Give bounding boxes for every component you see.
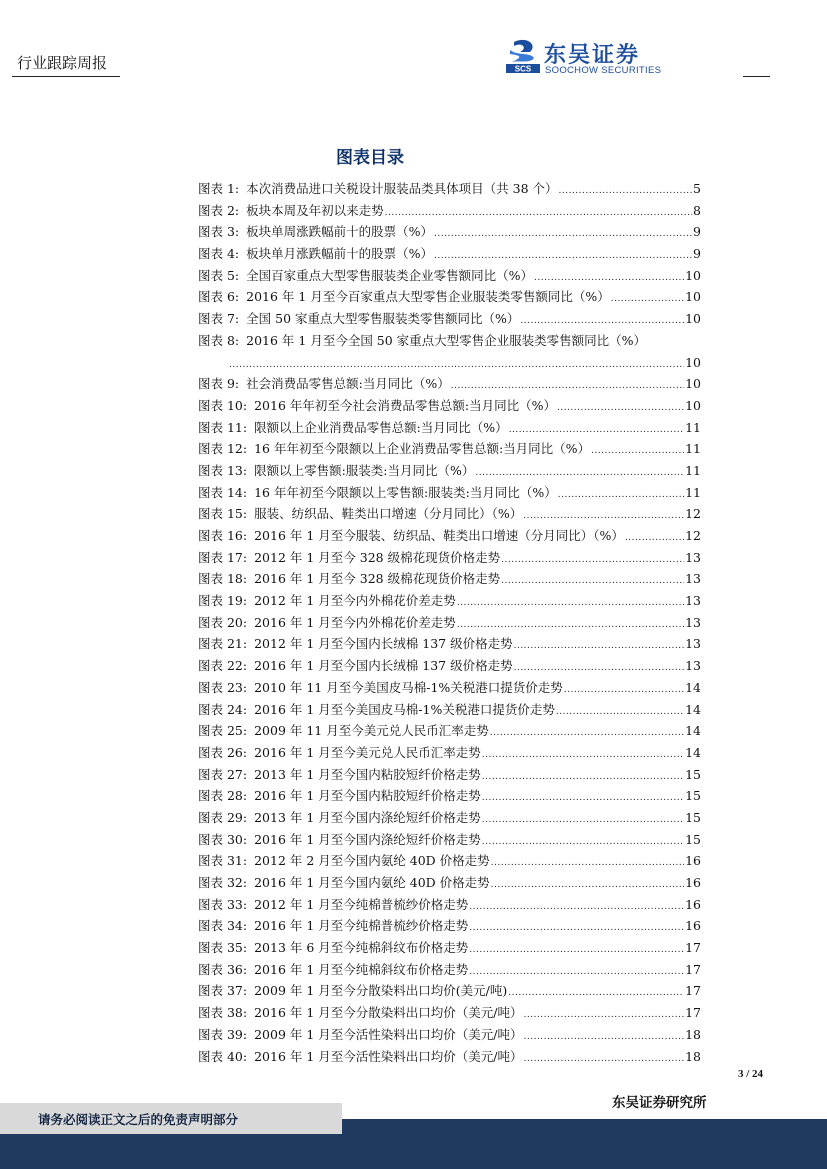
toc-entry-page: 9: [693, 224, 701, 240]
toc-entry-page: 8: [693, 202, 701, 218]
toc-title: 图表目录: [336, 148, 404, 168]
toc-entry-label: 图表 32:: [198, 875, 248, 890]
toc-entry[interactable]: [198, 785, 701, 807]
toc-entry-title: 板块本周及年初以来走势: [246, 202, 384, 218]
toc-entry-page: 17: [685, 983, 701, 999]
toc-entry-page: 12: [685, 528, 701, 543]
toc-entry-title: 2016 年 1 月至今国内粘胶短纤价格走势: [254, 788, 481, 804]
toc-entry-leader: [482, 745, 684, 767]
toc-entry-page: 17: [685, 961, 701, 977]
svg-text:SCS: SCS: [514, 64, 532, 74]
toc-entry-label: 图表 27:: [198, 766, 248, 782]
toc-entry-title: 2016 年 1 月至今纯棉斜纹布价格走势: [254, 961, 469, 977]
toc-entry-title: 2016 年 1 月至今 328 级棉花现货价格走势: [254, 571, 501, 587]
toc-entry-label: 图表 40:: [198, 1048, 248, 1064]
toc-list: [198, 178, 701, 1067]
toc-entry-leader: [524, 1027, 685, 1049]
institute-name: 东吴证券研究所: [612, 1095, 707, 1111]
toc-entry-page: 18: [685, 1026, 701, 1042]
toc-entry-label: 图表 11:: [198, 419, 248, 435]
toc-entry-leader: [564, 680, 684, 702]
toc-entry-title: 2009 年 1 月至今活性染料出口均价（美元/吨）: [254, 1026, 523, 1042]
toc-entry-page: 14: [685, 679, 701, 695]
toc-entry[interactable]: [198, 590, 701, 612]
toc-entry-label: 图表 9:: [198, 376, 240, 392]
toc-entry-leader: [469, 940, 684, 962]
toc-entry[interactable]: [198, 850, 701, 872]
toc-entry-label: 图表 1:: [198, 181, 240, 196]
toc-entry-label: 图表 16:: [198, 528, 248, 543]
toc-entry-page: 11: [685, 419, 701, 435]
toc-entry-page: 13: [685, 549, 701, 565]
toc-entry-label: 图表 14:: [198, 484, 248, 500]
toc-entry-leader: [625, 528, 684, 550]
footer-navy-band: [342, 1119, 827, 1134]
toc-entry-page: 15: [685, 788, 701, 804]
toc-entry[interactable]: [198, 764, 701, 786]
toc-entry-label: 图表 15:: [198, 506, 248, 522]
toc-entry-title: 全国 50 家重点大型零售服装类零售额同比（%）: [246, 311, 520, 327]
toc-entry[interactable]: [198, 677, 701, 699]
toc-entry-label: 图表 35:: [198, 940, 248, 956]
toc-entry-title: 全国百家重点大型零售服装类企业零售额同比（%）: [246, 267, 534, 283]
footer-navy-bottom: [0, 1134, 827, 1169]
report-type-header: 行业跟踪周报: [17, 54, 108, 72]
toc-entry-page: 13: [685, 636, 701, 652]
toc-entry-page: 13: [685, 593, 701, 609]
toc-entry-page: 16: [685, 875, 701, 890]
toc-entry[interactable]: [198, 200, 701, 222]
toc-entry[interactable]: [198, 720, 701, 742]
toc-entry-label: 图表 13:: [198, 462, 248, 478]
toc-entry[interactable]: [198, 243, 701, 265]
toc-entry[interactable]: [198, 980, 701, 1002]
toc-entry-title: 2013 年 6 月至今纯棉斜纹布价格走势: [254, 940, 469, 956]
toc-entry-leader: [524, 1049, 685, 1071]
toc-entry-title: 2016 年 1 月至今纯棉普梳纱价格走势: [254, 918, 469, 934]
toc-entry-title: 16 年年初至今限额以上企业消费品零售总额:当月同比（%）: [254, 441, 591, 457]
toc-entry-page: 11: [685, 441, 701, 457]
toc-entry-leader: [482, 788, 684, 810]
toc-entry-page: 10: [685, 311, 701, 327]
toc-entry-label: 图表 4:: [198, 246, 240, 262]
toc-entry[interactable]: [198, 1002, 701, 1024]
toc-entry-title: 2012 年 2 月至今国内氨纶 40D 价格走势: [254, 853, 490, 869]
toc-entry-leader: [469, 918, 684, 940]
toc-entry-continuation[interactable]: [198, 352, 701, 374]
toc-entry-leader: [501, 550, 684, 572]
toc-entry-label: 图表 28:: [198, 788, 248, 804]
toc-entry-leader: [482, 810, 684, 832]
toc-entry-title: 2012 年 1 月至今 328 级棉花现货价格走势: [254, 549, 501, 565]
toc-entry-title: 2013 年 1 月至今国内粘胶短纤价格走势: [254, 766, 481, 782]
toc-entry[interactable]: [198, 807, 701, 829]
toc-entry-title: 2009 年 1 月至今分散染料出口均价(美元/吨): [254, 983, 508, 999]
toc-entry-title: 2016 年 1 月至今国内涤纶短纤价格走势: [254, 831, 481, 847]
toc-entry-label: 图表 18:: [198, 571, 248, 587]
toc-entry-label: 图表 2:: [198, 202, 240, 218]
toc-entry[interactable]: [198, 525, 701, 547]
toc-entry-page: 16: [685, 918, 701, 934]
toc-entry-leader: [491, 875, 684, 897]
toc-entry-label: 图表 24:: [198, 701, 248, 717]
toc-entry-leader: [558, 485, 684, 507]
toc-entry[interactable]: [198, 395, 701, 417]
toc-entry[interactable]: [198, 1024, 701, 1046]
toc-entry-title: 2016 年 1 月至今分散染料出口均价（美元/吨）: [254, 1005, 523, 1021]
toc-entry-page: 11: [685, 484, 701, 500]
toc-entry-title: 2012 年 1 月至今国内长绒棉 137 级价格走势: [254, 636, 513, 652]
toc-entry-page: 16: [685, 896, 701, 912]
toc-entry-leader: [559, 181, 693, 203]
toc-entry-label: 图表 37:: [198, 983, 248, 999]
toc-entry[interactable]: [198, 612, 701, 634]
toc-entry-label: 图表 33:: [198, 896, 248, 912]
toc-entry-title: 限额以上零售额:服装类:当月同比（%）: [254, 462, 475, 478]
page-number: 3 / 24: [738, 1068, 764, 1080]
toc-entry-title: 2016 年 1 月至今活性染料出口均价（美元/吨）: [254, 1048, 523, 1064]
toc-entry-label: 图表 10:: [198, 397, 248, 413]
toc-entry-page: 15: [685, 766, 701, 782]
toc-entry[interactable]: [198, 503, 701, 525]
toc-entry-page: 17: [685, 940, 701, 956]
toc-entry-title: 社会消费品零售总额:当月同比（%）: [246, 376, 450, 392]
toc-entry-page: 10: [685, 354, 701, 370]
toc-entry-leader: [524, 1005, 685, 1027]
toc-entry-title: 2016 年 1 月至今百家重点大型零售企业服装类零售额同比（%）: [246, 289, 610, 305]
toc-entry-leader: [434, 224, 692, 246]
scs-logo-icon: [506, 38, 540, 74]
toc-entry-page: 15: [685, 809, 701, 825]
toc-entry[interactable]: [198, 221, 701, 243]
toc-entry[interactable]: [198, 894, 701, 916]
toc-entry-page: 13: [685, 614, 701, 630]
toc-entry-title: 服装、纺织品、鞋类出口增速（分月同比）（%）: [254, 506, 523, 522]
toc-entry-leader: [490, 723, 684, 745]
toc-entry-title: 2013 年 1 月至今国内涤纶短纤价格走势: [254, 809, 481, 825]
toc-entry[interactable]: [198, 1046, 701, 1068]
company-logo: [506, 38, 676, 78]
toc-entry-page: 16: [685, 853, 701, 869]
header-rule-right: [743, 76, 770, 77]
toc-entry-label: 图表 36:: [198, 961, 248, 977]
toc-entry-title: 16 年年初至今限额以上零售额:服装类:当月同比（%）: [254, 484, 557, 500]
toc-entry-label: 图表 21:: [198, 636, 248, 652]
toc-entry[interactable]: [198, 633, 701, 655]
toc-entry[interactable]: [198, 872, 701, 894]
toc-entry-title: 2012 年 1 月至今内外棉花价差走势: [254, 593, 456, 609]
header-rule-left: [12, 76, 120, 77]
toc-entry[interactable]: [198, 330, 701, 352]
toc-entry-label: 图表 31:: [198, 853, 248, 869]
toc-entry-title: 本次消费品进口关税设计服装品类具体项目（共 38 个）: [246, 181, 558, 196]
toc-entry-page: 10: [685, 289, 701, 305]
toc-entry-page: 18: [685, 1048, 701, 1064]
toc-entry-page: 5: [693, 181, 701, 196]
toc-entry-leader: [482, 832, 684, 854]
toc-entry-label: 图表 19:: [198, 593, 248, 609]
toc-entry-label: 图表 7:: [198, 311, 240, 327]
disclaimer-note: 请务必阅读正文之后的免责声明部分: [38, 1112, 239, 1127]
toc-entry[interactable]: [198, 373, 701, 395]
toc-entry-title: 2016 年 1 月至今美元兑人民币汇率走势: [254, 744, 481, 760]
toc-entry[interactable]: [198, 655, 701, 677]
toc-entry-page: 15: [685, 831, 701, 847]
toc-entry-leader: [457, 593, 684, 615]
toc-entry[interactable]: [198, 959, 701, 981]
toc-entry-label: 图表 20:: [198, 614, 248, 630]
logo-chinese-name: 东吴证券: [544, 43, 641, 68]
toc-entry[interactable]: [198, 699, 701, 721]
toc-entry[interactable]: [198, 286, 701, 308]
toc-entry-page: 10: [685, 397, 701, 413]
toc-entry-leader: [501, 571, 684, 593]
toc-entry-label: 图表 29:: [198, 809, 248, 825]
toc-entry-page: 12: [685, 506, 701, 522]
toc-entry-label: 图表 25:: [198, 723, 248, 739]
toc-entry[interactable]: [198, 460, 701, 482]
toc-entry-page: 10: [685, 376, 701, 392]
toc-entry[interactable]: [198, 308, 701, 330]
toc-entry-title: 2016 年 1 月至今全国 50 家重点大型零售企业服装类零售额同比（%）: [246, 332, 647, 348]
toc-entry-title: 2016 年 1 月至今内外棉花价差走势: [254, 614, 456, 630]
toc-entry-title: 限额以上企业消费品零售总额:当月同比（%）: [254, 419, 508, 435]
toc-entry[interactable]: [198, 937, 701, 959]
toc-entry[interactable]: [198, 742, 701, 764]
toc-entry-label: 图表 8:: [198, 332, 240, 348]
toc-entry-label: 图表 5:: [198, 267, 240, 283]
toc-entry-title: 2010 年 11 月至今美国皮马棉-1%关税港口提货价走势: [254, 679, 563, 695]
toc-entry-title: 2016 年年初至今社会消费品零售总额:当月同比（%）: [254, 397, 556, 413]
toc-entry-title: 2012 年 1 月至今纯棉普梳纱价格走势: [254, 896, 469, 912]
toc-entry-label: 图表 23:: [198, 679, 248, 695]
toc-entry-title: 2016 年 1 月至今服装、纺织品、鞋类出口增速（分月同比）（%）: [254, 528, 624, 543]
toc-entry-title: 2016 年 1 月至今国内氨纶 40D 价格走势: [254, 875, 490, 890]
toc-entry-label: 图表 39:: [198, 1026, 248, 1042]
toc-entry-label: 图表 22:: [198, 658, 248, 674]
toc-entry-leader: [469, 897, 684, 919]
toc-entry-leader: [556, 702, 684, 724]
toc-entry-label: 图表 12:: [198, 441, 248, 457]
toc-entry-label: 图表 17:: [198, 549, 248, 565]
toc-entry-title: 2016 年 1 月至今美国皮马棉-1%关税港口提货价走势: [254, 701, 555, 717]
toc-entry[interactable]: [198, 568, 701, 590]
toc-entry-page: 11: [685, 462, 701, 478]
toc-entry-page: 10: [685, 267, 701, 283]
toc-entry-label: 图表 26:: [198, 744, 248, 760]
toc-entry-label: 图表 34:: [198, 918, 248, 934]
toc-entry-label: 图表 6:: [198, 289, 240, 305]
toc-entry-page: 13: [685, 571, 701, 587]
toc-entry-label: 图表 38:: [198, 1005, 248, 1021]
toc-entry-leader: [591, 441, 684, 463]
toc-entry[interactable]: [198, 265, 701, 287]
toc-entry-title: 2016 年 1 月至今国内长绒棉 137 级价格走势: [254, 658, 513, 674]
toc-entry[interactable]: [198, 178, 701, 200]
toc-entry-title: 板块单周涨跌幅前十的股票（%）: [246, 224, 434, 240]
toc-entry-page: 13: [685, 658, 701, 674]
toc-entry-page: 14: [685, 744, 701, 760]
toc-entry-leader: [557, 398, 684, 420]
toc-entry-leader: [611, 289, 684, 311]
toc-entry-title: 2009 年 11 月至今美元兑人民币汇率走势: [254, 723, 489, 739]
toc-entry-leader: [508, 983, 684, 1005]
toc-entry[interactable]: [198, 829, 701, 851]
toc-entry-leader: [491, 853, 684, 875]
logo-english-name: SOOCHOW SECURITIES: [545, 65, 662, 76]
toc-entry-title: 板块单月涨跌幅前十的股票（%）: [246, 246, 434, 262]
toc-entry[interactable]: [198, 915, 701, 937]
toc-entry-page: 14: [685, 723, 701, 739]
toc-entry-label: 图表 3:: [198, 224, 240, 240]
toc-entry-label: 图表 30:: [198, 831, 248, 847]
toc-entry[interactable]: [198, 547, 701, 569]
toc-entry-page: 14: [685, 701, 701, 717]
toc-entry[interactable]: [198, 417, 701, 439]
toc-entry-page: 9: [693, 246, 701, 262]
toc-entry[interactable]: [198, 482, 701, 504]
toc-entry-leader: [482, 767, 684, 789]
toc-entry-page: 17: [685, 1005, 701, 1021]
toc-entry[interactable]: [198, 438, 701, 460]
toc-entry-leader: [514, 636, 685, 658]
